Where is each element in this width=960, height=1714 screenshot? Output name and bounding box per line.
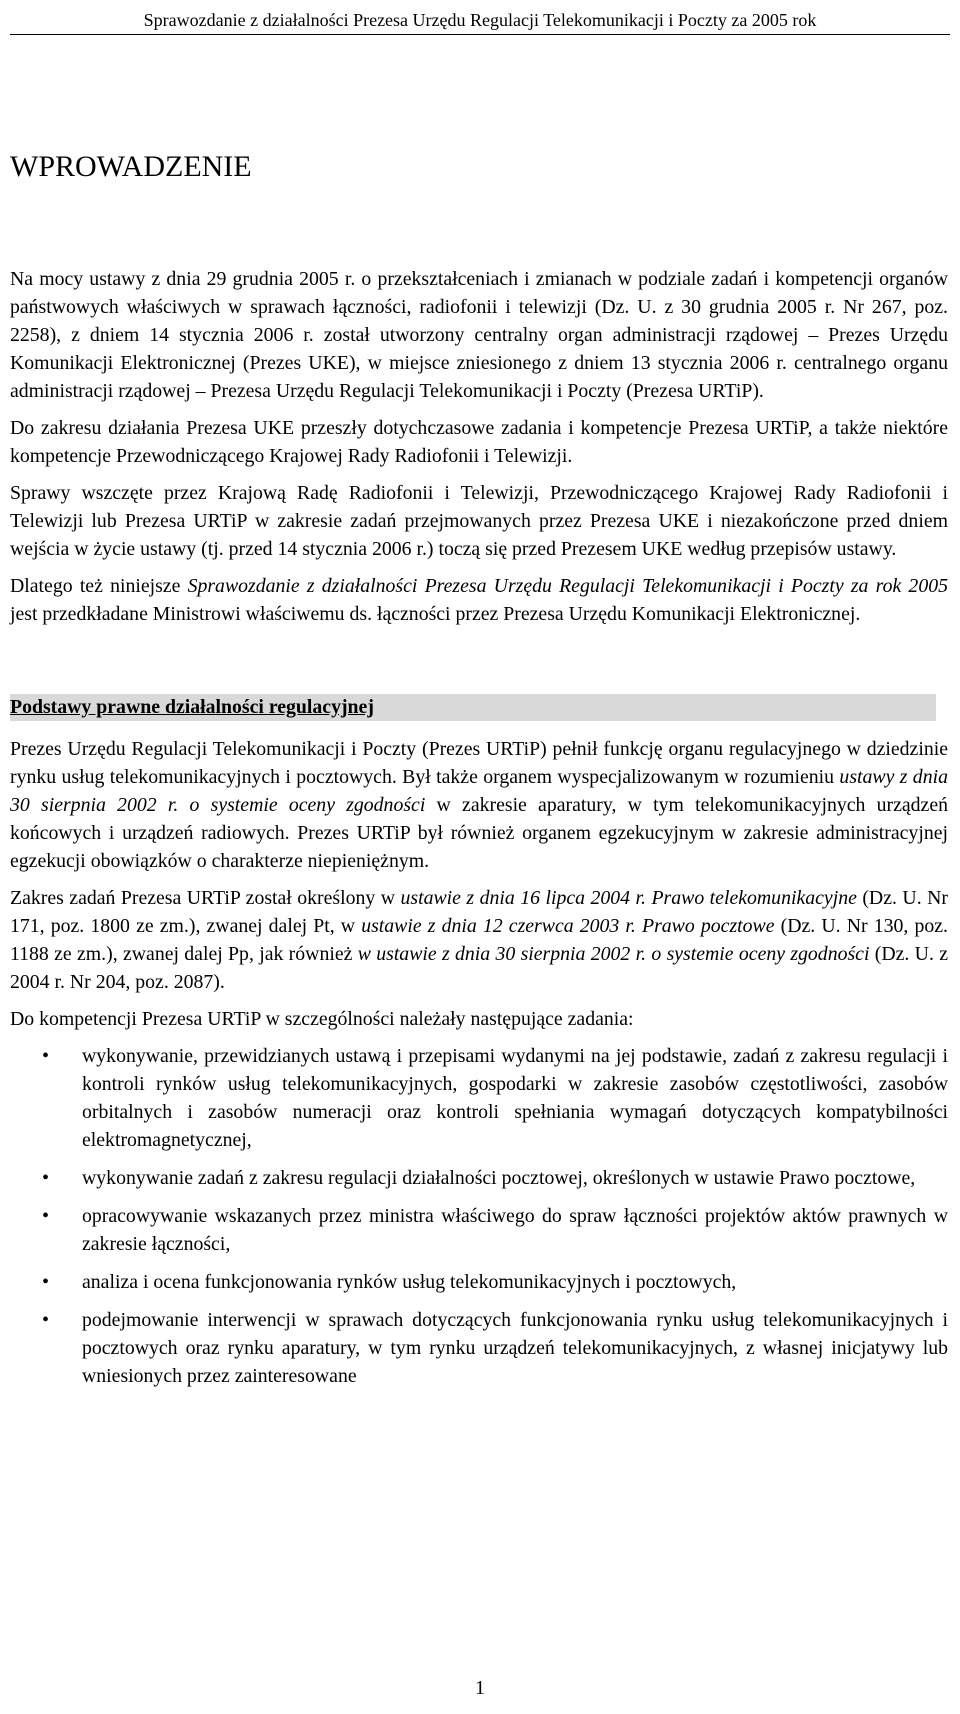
page-number: 1 (475, 1677, 485, 1699)
law-citation-italic: w ustawie z dnia 30 sierpnia 2002 r. o systemie oceny zgodności (357, 943, 870, 965)
text-run: (Dz. U. z 2004 r. Nr 204, poz. 2087). (10, 943, 949, 993)
text-run: (Dz. U. Nr 171, poz. 1800 ze zm.), zwanej dalej Pt, w (10, 887, 948, 937)
section-paragraph-1 (10, 735, 948, 875)
intro-paragraph-2: Do zakresu działania Prezesa UKE przeszły dotychczasowe zadania i kompetencje Prezesa URTiP, a także niektóre kompetencje Przewodniczącego Krajowej Rady Radiofonii i Telewizji. (10, 417, 948, 467)
text-run: w zakresie aparatury, w tym telekomunikacyjnych urządzeń końcowych i urządzeń radiowych. Prezes URTiP był również organem egzekucyjnym w zakresie administracyjnej egzekucji obowiązków o charakterze niepieniężnym. (10, 794, 948, 872)
text-run: Prezes Urzędu Regulacji Telekomunikacji i Poczty (Prezes URTiP) pełnił funkcję organu regulacyjnego w dziedzinie rynku usług telekomunikacyjnych i pocztowych. Był także organem wyspecjalizowanym w rozumieniu (10, 738, 948, 788)
running-header: Sprawozdanie z działalności Prezesa Urzędu Regulacji Telekomunikacji i Poczty za 2005 rok (143, 10, 817, 30)
text-run: Dlatego też niniejsze (10, 575, 188, 597)
intro-paragraph-3: Sprawy wszczęte przez Krajową Radę Radiofonii i Telewizji, Przewodniczącego Krajowej Rady Radiofonii i Telewizji lub Prezesa URTiP w zakresie zadań przejmowanych przez Prezesa UKE i niezakończone przed dniem wejścia w życie ustawy (tj. przed 14 stycznia 2006 r.) toczą się przed Prezesem UKE według przepisów ustawy. (10, 482, 948, 560)
section-paragraph-3: Do kompetencji Prezesa URTiP w szczególności należały następujące zadania: (10, 1008, 634, 1030)
intro-paragraph-4 (10, 572, 948, 628)
law-citation-italic: ustawie z dnia 16 lipca 2004 r. Prawo telekomunikacyjne (400, 887, 857, 909)
header-divider (10, 34, 950, 35)
competence-list (10, 1042, 948, 1390)
intro-paragraph-1: Na mocy ustawy z dnia 29 grudnia 2005 r. o przekształceniach i zmianach w podziale zadań i kompetencji organów państwowych właściwych w sprawach łączności, radiofonii i telewizji (Dz. U. z 30 grudnia 2005 r. Nr 267, poz. 2258), z dniem 14 stycznia 2006 r. został utworzony centralny organ administracji rządowej – Prezes Urzędu Komunikacji Elektronicznej (Prezes UKE), w miejsce zniesionego z dniem 13 stycznia 2006 r. centralnego organu administracji rządowej – Prezesa Urzędu Regulacji Telekomunikacji i Poczty (Prezesa URTiP). (10, 268, 948, 402)
document-body (10, 265, 948, 1400)
list-item: • wykonywanie zadań z zakresu regulacji działalności pocztowej, określonych w ustawie Prawo pocztowe, (10, 1164, 948, 1192)
law-citation-italic: ustawie z dnia 12 czerwca 2003 r. Prawo pocztowe (361, 915, 775, 937)
section-heading-text: Podstawy prawne działalności regulacyjnej (10, 696, 374, 718)
list-item: • analiza i ocena funkcjonowania rynków usług telekomunikacyjnych i pocztowych, (10, 1268, 948, 1296)
list-item: • wykonywanie, przewidzianych ustawą i przepisami wydanymi na jej podstawie, zadań z zakresu regulacji i kontroli rynków usług telekomunikacyjnych, gospodarki w zakresie zasobów częstotliwości, zasobów orbitalnych i zasobów numeracji oraz kontroli spełniania wymagań dotyczących kompatybilności elektromagnetycznej, (10, 1042, 948, 1154)
report-title-italic: Sprawozdanie z działalności Prezesa Urzędu Regulacji Telekomunikacji i Poczty za rok 2005 (187, 575, 948, 597)
text-run: (Dz. U. Nr 130, poz. 1188 ze zm.), zwanej dalej Pp, jak również (10, 915, 948, 965)
section-heading (10, 694, 936, 721)
page-title: WPROWADZENIE (10, 150, 252, 183)
list-item: • opracowywanie wskazanych przez ministra właściwego do spraw łączności projektów aktów prawnych w zakresie łączności, (10, 1202, 948, 1258)
law-citation-italic: ustawy z dnia 30 sierpnia 2002 r. o systemie oceny zgodności (10, 766, 948, 816)
spacer (10, 637, 948, 694)
text-run: jest przedkładane Ministrowi właściwemu ds. łączności przez Prezesa Urzędu Komunikacji Elektronicznej. (10, 603, 861, 625)
text-run: Zakres zadań Prezesa URTiP został określony w (10, 887, 401, 909)
section-paragraph-2 (10, 884, 948, 996)
list-item: • podejmowanie interwencji w sprawach dotyczących funkcjonowania rynku usług telekomunikacyjnych i pocztowych oraz rynku aparatury, w tym rynku urządzeń telekomunikacyjnych, z własnej inicjatywy lub wniesionych przez zainteresowane (10, 1306, 948, 1390)
